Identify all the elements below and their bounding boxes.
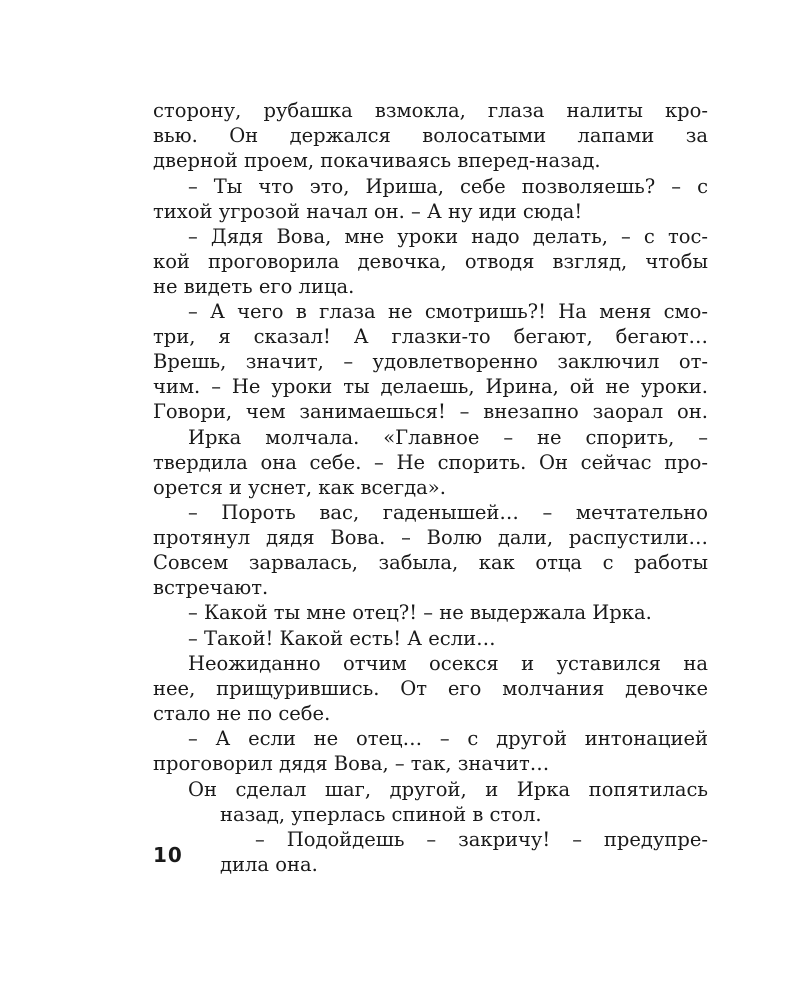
text-line: назад, уперлась спиной в стол. bbox=[220, 803, 542, 826]
text-line: – А если не отец… – с другой интонацией bbox=[188, 727, 708, 750]
text-line: кой проговорила девочка, отводя взгляд, чтобы bbox=[153, 250, 708, 273]
text-line: Врешь, значит, – удовлетворенно заключил от- bbox=[153, 350, 708, 373]
text-line: – Подойдешь – закричу! – предупре- bbox=[255, 828, 708, 851]
text-line: не видеть его лица. bbox=[153, 275, 355, 298]
text-line: нее, прищурившись. От его молчания девочке bbox=[153, 677, 708, 700]
text-line: – Ты что это, Ириша, себе позволяешь? – с bbox=[188, 175, 708, 198]
text-line: три, я сказал! А глазки-то бегают, бегают… bbox=[153, 325, 708, 348]
text-line: стало не по себе. bbox=[153, 702, 331, 725]
text-line: – Такой! Какой есть! А если… bbox=[188, 627, 496, 650]
text-line: чим. – Не уроки ты делаешь, Ирина, ой не уроки. bbox=[153, 375, 708, 398]
text-line: Говори, чем занимаешься! – внезапно заорал он. bbox=[153, 400, 708, 423]
text-line: дверной проем, покачиваясь вперед-назад. bbox=[153, 149, 601, 172]
text-line: протянул дядя Вова. – Волю дали, распустили… bbox=[153, 526, 708, 549]
text-line: – А чего в глаза не смотришь?! На меня смо- bbox=[188, 300, 708, 323]
text-line: Ирка молчала. «Главное – не спорить, – bbox=[188, 426, 708, 449]
text-line: сторону, рубашка взмокла, глаза налиты кро- bbox=[153, 99, 708, 122]
text-line: – Дядя Вова, мне уроки надо делать, – с тос- bbox=[188, 225, 708, 248]
page-number: 10 bbox=[153, 843, 183, 867]
text-line: твердила она себе. – Не спорить. Он сейчас про- bbox=[153, 451, 708, 474]
text-line: Неожиданно отчим осекся и уставился на bbox=[188, 652, 708, 675]
text-line: – Пороть вас, гаденышей… – мечтательно bbox=[188, 501, 708, 524]
text-line: Он сделал шаг, другой, и Ирка попятилась bbox=[188, 778, 708, 801]
text-line: Совсем зарвалась, забыла, как отца с работы bbox=[153, 551, 708, 574]
text-line: встречают. bbox=[153, 576, 269, 599]
text-line: орется и уснет, как всегда». bbox=[153, 476, 446, 499]
text-line: дила она. bbox=[220, 853, 318, 876]
text-line: – Какой ты мне отец?! – не выдержала Ирка. bbox=[188, 601, 652, 624]
text-line: вью. Он держался волосатыми лапами за bbox=[153, 124, 708, 147]
text-line: тихой угрозой начал он. – А ну иди сюда! bbox=[153, 200, 583, 223]
text-line: проговорил дядя Вова, – так, значит… bbox=[153, 752, 550, 775]
